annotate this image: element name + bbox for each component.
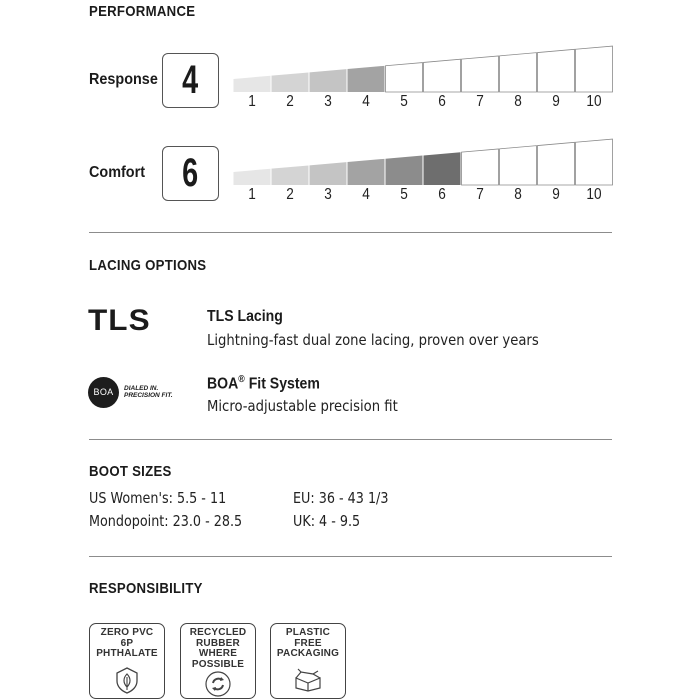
us-size: US Women's: 5.5 - 11 bbox=[89, 489, 227, 507]
leaf-shield-icon bbox=[114, 666, 140, 694]
scale-segment-5 bbox=[386, 63, 423, 92]
badge-line: ZERO PVC bbox=[100, 627, 154, 638]
scale-segment-8 bbox=[500, 53, 537, 92]
performance-title: PERFORMANCE bbox=[89, 3, 196, 20]
scale-segment-6 bbox=[424, 59, 461, 92]
scale-segment-10 bbox=[576, 46, 613, 92]
sizes-title: BOOT SIZES bbox=[89, 463, 172, 480]
divider bbox=[89, 556, 612, 557]
scale-segment-7 bbox=[462, 149, 499, 185]
scale-segment-1 bbox=[234, 76, 271, 92]
scale-tick-label: 6 bbox=[438, 93, 446, 110]
box-icon bbox=[292, 668, 324, 692]
badge-text bbox=[181, 628, 255, 670]
divider bbox=[89, 439, 612, 440]
badge-line: PACKAGING bbox=[276, 648, 340, 659]
scale-tick-label: 5 bbox=[400, 93, 408, 110]
scale-tick-label: 1 bbox=[248, 93, 256, 110]
boa-logo bbox=[88, 377, 188, 411]
boa-logo-tagline-1: DIALED IN. bbox=[124, 385, 159, 392]
badge-line: FREE bbox=[294, 637, 322, 649]
badge-line: POSSIBLE bbox=[191, 658, 245, 670]
scale-tick-label: 10 bbox=[586, 93, 602, 110]
badge-text bbox=[271, 628, 345, 660]
badge-plastic-free bbox=[270, 623, 346, 699]
scale-segment-7 bbox=[462, 56, 499, 92]
scale-segment-1 bbox=[234, 169, 271, 185]
scale-segment-6 bbox=[424, 152, 461, 185]
badge-line: 6P bbox=[120, 637, 134, 649]
responsibility-title: RESPONSIBILITY bbox=[89, 580, 203, 597]
scale-tick-label: 8 bbox=[514, 93, 522, 110]
scale-tick-label: 8 bbox=[514, 186, 522, 203]
response-label: Response bbox=[89, 71, 158, 88]
scale-tick-label: 2 bbox=[286, 186, 294, 203]
tls-logo: TLS bbox=[88, 304, 151, 337]
badge-text bbox=[90, 628, 164, 660]
scale-segment-2 bbox=[272, 165, 309, 185]
recycle-icon bbox=[205, 671, 231, 697]
badge-zero-pvc bbox=[89, 623, 165, 699]
scale-segment-8 bbox=[500, 146, 537, 185]
boa-title bbox=[207, 374, 320, 393]
scale-tick-label: 7 bbox=[476, 93, 484, 110]
scale-tick-label: 2 bbox=[286, 93, 294, 110]
scale-tick-label: 4 bbox=[362, 93, 370, 110]
uk-size: UK: 4 - 9.5 bbox=[293, 512, 361, 530]
divider bbox=[89, 232, 612, 233]
boa-title-name: BOA bbox=[207, 375, 239, 393]
scale-segment-3 bbox=[310, 69, 347, 92]
scale-tick-label: 1 bbox=[248, 186, 256, 203]
response-scale bbox=[233, 44, 614, 94]
badge-line: PHTHALATE bbox=[96, 648, 158, 659]
scale-segment-9 bbox=[538, 49, 575, 92]
scale-segment-2 bbox=[272, 72, 309, 92]
badge-recycled-rubber bbox=[180, 623, 256, 699]
boa-logo-tagline-2: PRECISION FIT. bbox=[124, 392, 173, 399]
lacing-title: LACING OPTIONS bbox=[89, 257, 207, 274]
scale-tick-label: 5 bbox=[400, 186, 408, 203]
scale-segment-3 bbox=[310, 162, 347, 185]
comfort-score: 6 bbox=[182, 151, 199, 195]
comfort-label: Comfort bbox=[89, 164, 145, 181]
comfort-scale bbox=[233, 137, 614, 187]
badge-line: PLASTIC bbox=[285, 627, 331, 638]
scale-segment-10 bbox=[576, 139, 613, 185]
registered-mark: ® bbox=[238, 374, 245, 385]
scale-tick-label: 3 bbox=[324, 186, 332, 203]
badge-line: RUBBER bbox=[196, 637, 240, 649]
tls-description: Lightning-fast dual zone lacing, proven over years bbox=[207, 331, 539, 349]
boa-title-rest: Fit System bbox=[244, 375, 320, 393]
boa-logo-circle: BOA bbox=[88, 377, 119, 408]
scale-segment-9 bbox=[538, 142, 575, 185]
scale-tick-label: 9 bbox=[552, 186, 560, 203]
scale-tick-label: 4 bbox=[362, 186, 370, 203]
boa-description: Micro-adjustable precision fit bbox=[207, 397, 398, 415]
scale-tick-label: 10 bbox=[586, 186, 602, 203]
badge-line: WHERE bbox=[198, 648, 238, 659]
scale-tick-label: 7 bbox=[476, 186, 484, 203]
scale-segment-5 bbox=[386, 156, 423, 185]
comfort-score-box bbox=[162, 146, 219, 201]
scale-tick-label: 6 bbox=[438, 186, 446, 203]
tls-title: TLS Lacing bbox=[207, 308, 283, 325]
scale-tick-label: 3 bbox=[324, 93, 332, 110]
eu-size: EU: 36 - 43 1/3 bbox=[293, 489, 389, 507]
scale-segment-4 bbox=[348, 66, 385, 92]
response-score-box bbox=[162, 53, 219, 108]
scale-segment-4 bbox=[348, 159, 385, 185]
mondopoint-size: Mondopoint: 23.0 - 28.5 bbox=[89, 512, 243, 530]
scale-tick-label: 9 bbox=[552, 93, 560, 110]
badge-line: RECYCLED bbox=[189, 627, 247, 638]
response-score: 4 bbox=[182, 58, 199, 102]
